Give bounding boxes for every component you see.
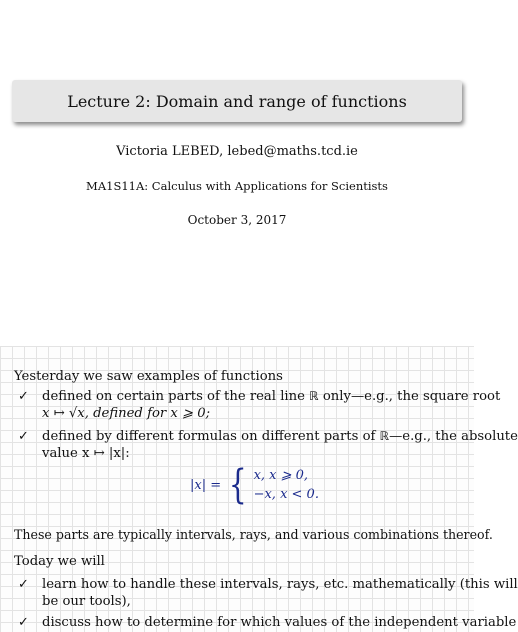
today-text: Today we will [14,554,105,569]
list-item [18,614,517,631]
date-line: October 3, 2017 [187,213,287,227]
cases-brace: { [228,462,247,508]
course-line: MA1S11A: Calculus with Applications for Scientists [86,179,388,193]
formula-case-1: x, x ⩾ 0, [253,468,309,483]
formula-lhs: |x| = [190,477,222,493]
author-line: Victoria LEBED, lebed@maths.tcd.ie [116,144,358,159]
item1-line1: defined on certain parts of the real line ℝ only—e.g., the square root [42,389,501,404]
item4-line1: discuss how to determine for which values of the independent variable [42,615,517,630]
formula-case-2: −x, x < 0. [253,487,319,502]
real-line-symbol: ℝ [309,389,319,403]
parts-text: These parts are typically intervals, rays, and various combinations thereof. [14,527,493,542]
checkmark-icon: ✓ [18,389,29,404]
lecture-title: Lecture 2: Domain and range of functions [67,91,407,111]
real-line-symbol: ℝ [379,429,390,443]
list-item [18,576,518,612]
checkmark-icon: ✓ [18,429,29,444]
item1-line2: x ↦ √x, defined for x ⩾ 0; [42,406,211,421]
checkmark-icon: ✓ [18,577,29,592]
item2-line2: value x ↦ |x|: [42,446,130,461]
item2-line1: defined by different formulas on different parts of ℝ—e.g., the absolute [42,429,518,444]
intro-text: Yesterday we saw examples of functions [14,369,283,384]
list-item [18,388,501,424]
item3-line2: be our tools), [42,594,131,609]
absolute-value-formula [190,463,319,507]
lecture-title-box [12,80,462,122]
list-item [18,428,518,464]
content-slide [0,346,518,632]
checkmark-icon: ✓ [18,615,29,630]
item3-line1: learn how to handle these intervals, rays, etc. mathematically (this will [42,577,518,592]
